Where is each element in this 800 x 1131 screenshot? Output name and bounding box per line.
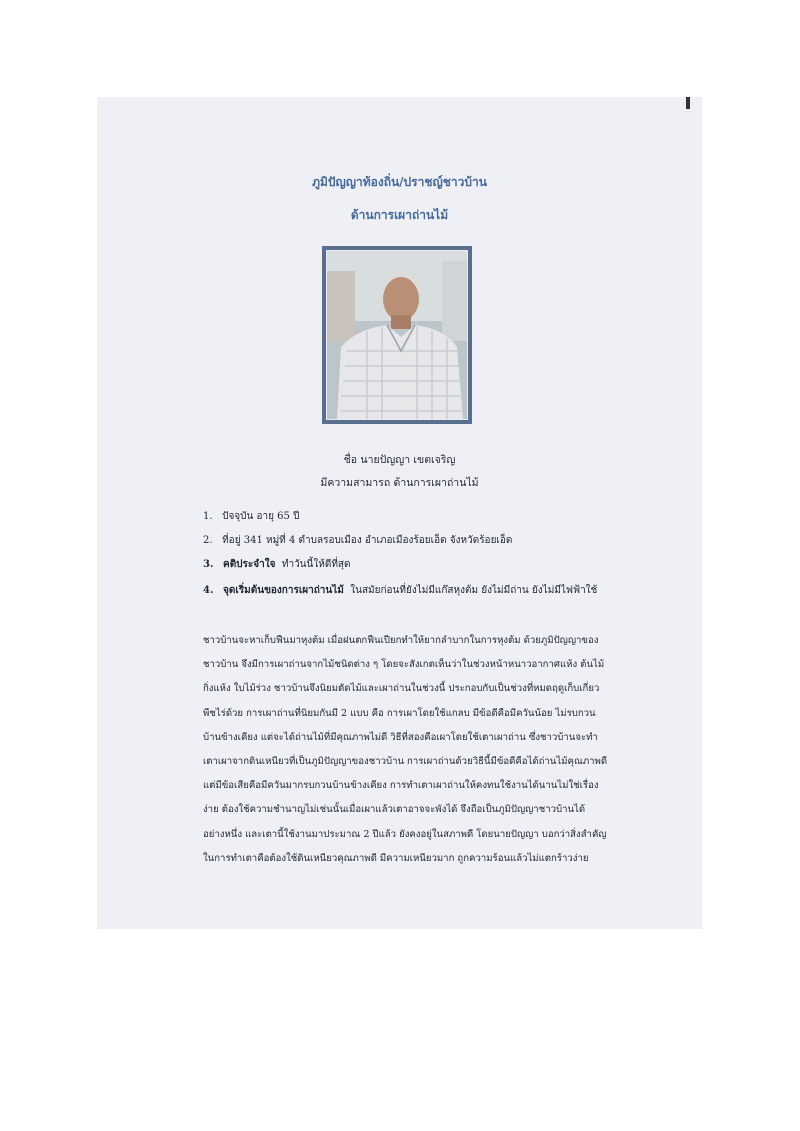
scan-edge-mark [686, 97, 690, 109]
list-item [203, 583, 597, 598]
portrait-photo-frame [322, 246, 472, 424]
paragraph-line: แต่มีข้อเสียคือมีควันมากรบกวนบ้านข้างเคียง การทำเตาเผาถ่านให้คงทนใช้งานได้นานไม่ใช่เรื่อง [203, 780, 599, 792]
paragraph-line: อย่างหนึ่ง และเตานี้ใช้งานมาประมาณ 2 ปีแล้ว ยังคงอยู่ในสภาพดี โดยนายปัญญา บอกว่าสิ่งสำคัญ [203, 828, 607, 840]
item-text: ที่อยู่ 341 หมู่ที่ 4 ตำบลรอบเมือง อำเภอเมืองร้อยเอ็ด จังหวัดร้อยเอ็ด [222, 535, 513, 546]
portrait-photo-icon [327, 251, 467, 419]
person-name: ชื่อ นายปัญญา เขตเจริญ [343, 454, 456, 466]
paragraph-line: ในการทำเตาคือต้องใช้ดินเหนียวคุณภาพดี มีความเหนียวมาก ถูกความร้อนแล้วไม่แตกร้าวง่าย [203, 852, 589, 864]
paragraph-line: บ้านข้างเคียง แต่จะได้ถ่านไม้ที่มีคุณภาพไม่ดี วิธีที่สองคือเผาโดยใช้เตาเผาถ่าน ซึ่งชาวบ้านจะทำ [203, 731, 598, 743]
paragraph-line: ชาวบ้านจะหาเก็บฟืนมาหุงต้ม เมื่อฝนตกฟืนเปียกทำให้ยากลำบากในการหุงต้ม ด้วยภูมิปัญญาของ [203, 635, 599, 646]
list-item [203, 557, 351, 572]
list-item [203, 533, 512, 548]
item-number: 4. [203, 585, 214, 596]
item-number: 1. [203, 511, 213, 522]
document-title: ภูมิปัญญาท้องถิ่น/ปราชญ์ชาวบ้าน [312, 175, 487, 189]
portrait-photo [326, 250, 468, 420]
item-number: 3. [203, 559, 214, 570]
item-number: 2. [203, 535, 213, 546]
paragraph-line: กิ่งแห้ง ใบไม้ร่วง ชาวบ้านจึงนิยมตัดไม้และเผาถ่านในช่วงนี้ ประกอบกับเป็นช่วงที่หมดฤดูเก็บเกี่ยว [203, 683, 600, 695]
item-label: จุดเริ่มต้นของการเผาถ่านไม้ [223, 585, 344, 596]
paragraph-line: ง่าย ต้องใช้ความชำนาญไม่เช่นนั้นเมื่อเผาแล้วเตาอาจจะพังได้ จึงถือเป็นภูมิปัญญาชาวบ้านได้ [203, 804, 586, 816]
paragraph-line: เตาเผาจากดินเหนียวที่เป็นภูมิปัญญาของชาวบ้าน การเผาถ่านด้วยวิธีนี้มีข้อดีคือได้ถ่านไม้คุณภาพดี [203, 755, 608, 767]
item-text: ปัจจุบัน อายุ 65 ปี [222, 511, 300, 522]
paragraph-line: ชาวบ้าน จึงมีการเผาถ่านจากไม้ชนิดต่าง ๆ โดยจะสังเกตเห็นว่าในช่วงหน้าหนาวอากาศแห้ง ต้นไม้ [203, 659, 605, 671]
item-text: ในสมัยก่อนที่ยังไม่มีแก๊สหุงต้ม ยังไม่มีถ่าน ยังไม่มีไฟฟ้าใช้ [350, 585, 598, 596]
item-text: ทำวันนี้ให้ดีที่สุด [281, 559, 351, 570]
body-paragraph [203, 633, 633, 875]
list-item [203, 509, 299, 524]
person-ability: มีความสามารถ ด้านการเผาถ่านไม้ [320, 477, 479, 489]
item-label: คติประจำใจ [223, 559, 276, 570]
document-subtitle: ด้านการเผาถ่านไม้ [350, 208, 449, 222]
paragraph-line: พืชไร่ด้วย การเผาถ่านที่นิยมกันมี 2 แบบ คือ การเผาโดยใช้แกลบ มีข้อดีคือมีควันน้อย ไม่รบกวน [203, 707, 596, 719]
